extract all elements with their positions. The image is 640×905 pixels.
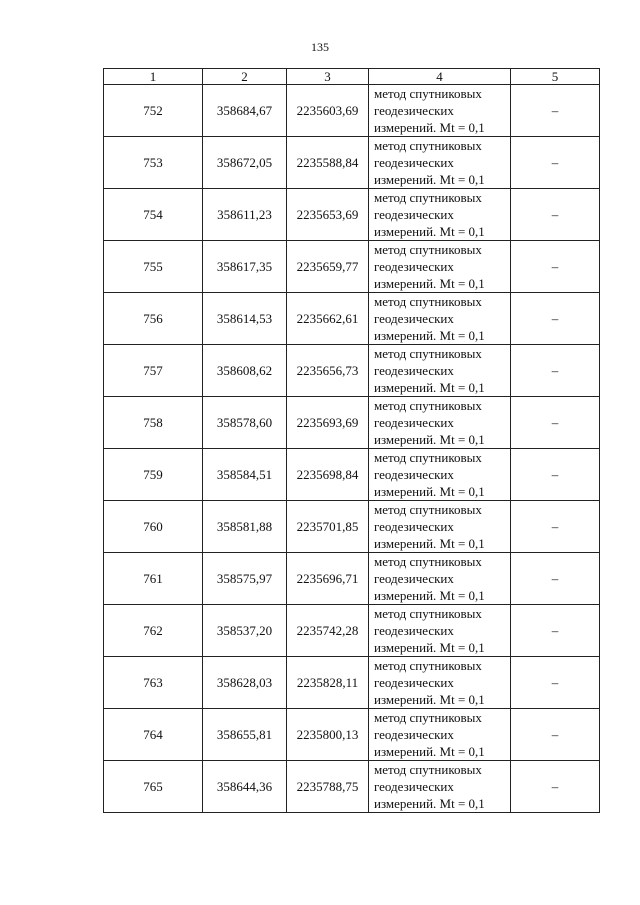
page-number: 135 [311, 40, 329, 54]
table-row [104, 449, 600, 501]
point-number-cell: 752 [104, 85, 203, 137]
table-row [104, 85, 600, 137]
y-coordinate-cell: 2235828,11 [287, 657, 369, 709]
method-text-line: геодезических [374, 519, 454, 534]
table-row [104, 761, 600, 813]
method-text-line: геодезических [374, 259, 454, 274]
method-text-line: измерений. Mt = 0,1 [374, 172, 485, 187]
x-coordinate-cell: 358581,88 [203, 501, 287, 553]
method-text-line: измерений. Mt = 0,1 [374, 640, 485, 655]
method-text-line: измерений. Mt = 0,1 [374, 588, 485, 603]
table-row [104, 137, 600, 189]
x-coordinate-cell: 358584,51 [203, 449, 287, 501]
method-cell [369, 137, 511, 189]
y-coordinate-cell: 2235788,75 [287, 761, 369, 813]
table-row [104, 709, 600, 761]
table-row [104, 501, 600, 553]
method-cell [369, 449, 511, 501]
note-cell: – [511, 293, 600, 345]
point-number-cell: 759 [104, 449, 203, 501]
table-row [104, 345, 600, 397]
point-number-cell: 753 [104, 137, 203, 189]
x-coordinate-cell: 358575,97 [203, 553, 287, 605]
header-col-2: 2 [203, 69, 287, 85]
point-number-cell: 756 [104, 293, 203, 345]
method-text-line: метод спутниковых [374, 710, 482, 725]
method-cell [369, 85, 511, 137]
note-cell: – [511, 709, 600, 761]
point-number-cell: 760 [104, 501, 203, 553]
method-cell [369, 189, 511, 241]
method-cell [369, 709, 511, 761]
y-coordinate-cell: 2235653,69 [287, 189, 369, 241]
x-coordinate-cell: 358614,53 [203, 293, 287, 345]
table-body [104, 85, 600, 813]
method-text-line: измерений. Mt = 0,1 [374, 692, 485, 707]
point-number-cell: 764 [104, 709, 203, 761]
point-number-cell: 762 [104, 605, 203, 657]
method-text-line: геодезических [374, 779, 454, 794]
header-col-4: 4 [369, 69, 511, 85]
x-coordinate-cell: 358617,35 [203, 241, 287, 293]
note-cell: – [511, 137, 600, 189]
y-coordinate-cell: 2235659,77 [287, 241, 369, 293]
point-number-cell: 763 [104, 657, 203, 709]
table-row [104, 189, 600, 241]
method-text-line: геодезических [374, 155, 454, 170]
method-text-line: метод спутниковых [374, 502, 482, 517]
x-coordinate-cell: 358628,03 [203, 657, 287, 709]
method-cell [369, 657, 511, 709]
point-number-cell: 755 [104, 241, 203, 293]
note-cell: – [511, 397, 600, 449]
method-text-line: измерений. Mt = 0,1 [374, 276, 485, 291]
x-coordinate-cell: 358578,60 [203, 397, 287, 449]
table-row [104, 397, 600, 449]
method-text-line: метод спутниковых [374, 762, 482, 777]
x-coordinate-cell: 358684,67 [203, 85, 287, 137]
method-text-line: геодезических [374, 311, 454, 326]
method-text-line: геодезических [374, 363, 454, 378]
method-text-line: метод спутниковых [374, 242, 482, 257]
method-text-line: геодезических [374, 727, 454, 742]
method-cell [369, 761, 511, 813]
note-cell: – [511, 241, 600, 293]
method-text-line: геодезических [374, 675, 454, 690]
method-cell [369, 241, 511, 293]
header-col-5: 5 [511, 69, 600, 85]
table-row [104, 241, 600, 293]
note-cell: – [511, 657, 600, 709]
method-text-line: метод спутниковых [374, 86, 482, 101]
header-col-1: 1 [104, 69, 203, 85]
method-text-line: геодезических [374, 571, 454, 586]
method-text-line: геодезических [374, 467, 454, 482]
point-number-cell: 758 [104, 397, 203, 449]
note-cell: – [511, 605, 600, 657]
point-number-cell: 757 [104, 345, 203, 397]
x-coordinate-cell: 358672,05 [203, 137, 287, 189]
method-text-line: метод спутниковых [374, 450, 482, 465]
note-cell: – [511, 345, 600, 397]
point-number-cell: 754 [104, 189, 203, 241]
coordinates-table [103, 68, 600, 813]
table-row [104, 553, 600, 605]
method-text-line: метод спутниковых [374, 554, 482, 569]
method-text-line: измерений. Mt = 0,1 [374, 380, 485, 395]
table-header [104, 69, 600, 85]
x-coordinate-cell: 358611,23 [203, 189, 287, 241]
y-coordinate-cell: 2235696,71 [287, 553, 369, 605]
note-cell: – [511, 189, 600, 241]
note-cell: – [511, 761, 600, 813]
method-text-line: измерений. Mt = 0,1 [374, 744, 485, 759]
method-text-line: измерений. Mt = 0,1 [374, 224, 485, 239]
method-text-line: измерений. Mt = 0,1 [374, 484, 485, 499]
method-text-line: измерений. Mt = 0,1 [374, 432, 485, 447]
method-text-line: метод спутниковых [374, 190, 482, 205]
table-row [104, 657, 600, 709]
y-coordinate-cell: 2235588,84 [287, 137, 369, 189]
method-cell [369, 553, 511, 605]
note-cell: – [511, 553, 600, 605]
y-coordinate-cell: 2235656,73 [287, 345, 369, 397]
point-number-cell: 761 [104, 553, 203, 605]
method-cell [369, 605, 511, 657]
y-coordinate-cell: 2235742,28 [287, 605, 369, 657]
method-text-line: метод спутниковых [374, 398, 482, 413]
method-cell [369, 293, 511, 345]
method-text-line: измерений. Mt = 0,1 [374, 536, 485, 551]
method-text-line: геодезических [374, 207, 454, 222]
method-cell [369, 345, 511, 397]
method-cell [369, 397, 511, 449]
method-text-line: измерений. Mt = 0,1 [374, 120, 485, 135]
method-text-line: геодезических [374, 103, 454, 118]
y-coordinate-cell: 2235662,61 [287, 293, 369, 345]
point-number-cell: 765 [104, 761, 203, 813]
note-cell: – [511, 501, 600, 553]
header-row [104, 69, 600, 85]
method-cell [369, 501, 511, 553]
x-coordinate-cell: 358608,62 [203, 345, 287, 397]
method-text-line: измерений. Mt = 0,1 [374, 328, 485, 343]
method-text-line: метод спутниковых [374, 658, 482, 673]
method-text-line: метод спутниковых [374, 294, 482, 309]
x-coordinate-cell: 358537,20 [203, 605, 287, 657]
method-text-line: геодезических [374, 415, 454, 430]
table-row [104, 605, 600, 657]
method-text-line: метод спутниковых [374, 346, 482, 361]
method-text-line: измерений. Mt = 0,1 [374, 796, 485, 811]
x-coordinate-cell: 358655,81 [203, 709, 287, 761]
x-coordinate-cell: 358644,36 [203, 761, 287, 813]
y-coordinate-cell: 2235698,84 [287, 449, 369, 501]
header-col-3: 3 [287, 69, 369, 85]
method-text-line: геодезических [374, 623, 454, 638]
note-cell: – [511, 85, 600, 137]
y-coordinate-cell: 2235800,13 [287, 709, 369, 761]
table-row [104, 293, 600, 345]
method-text-line: метод спутниковых [374, 138, 482, 153]
y-coordinate-cell: 2235603,69 [287, 85, 369, 137]
note-cell: – [511, 449, 600, 501]
method-text-line: метод спутниковых [374, 606, 482, 621]
y-coordinate-cell: 2235701,85 [287, 501, 369, 553]
y-coordinate-cell: 2235693,69 [287, 397, 369, 449]
